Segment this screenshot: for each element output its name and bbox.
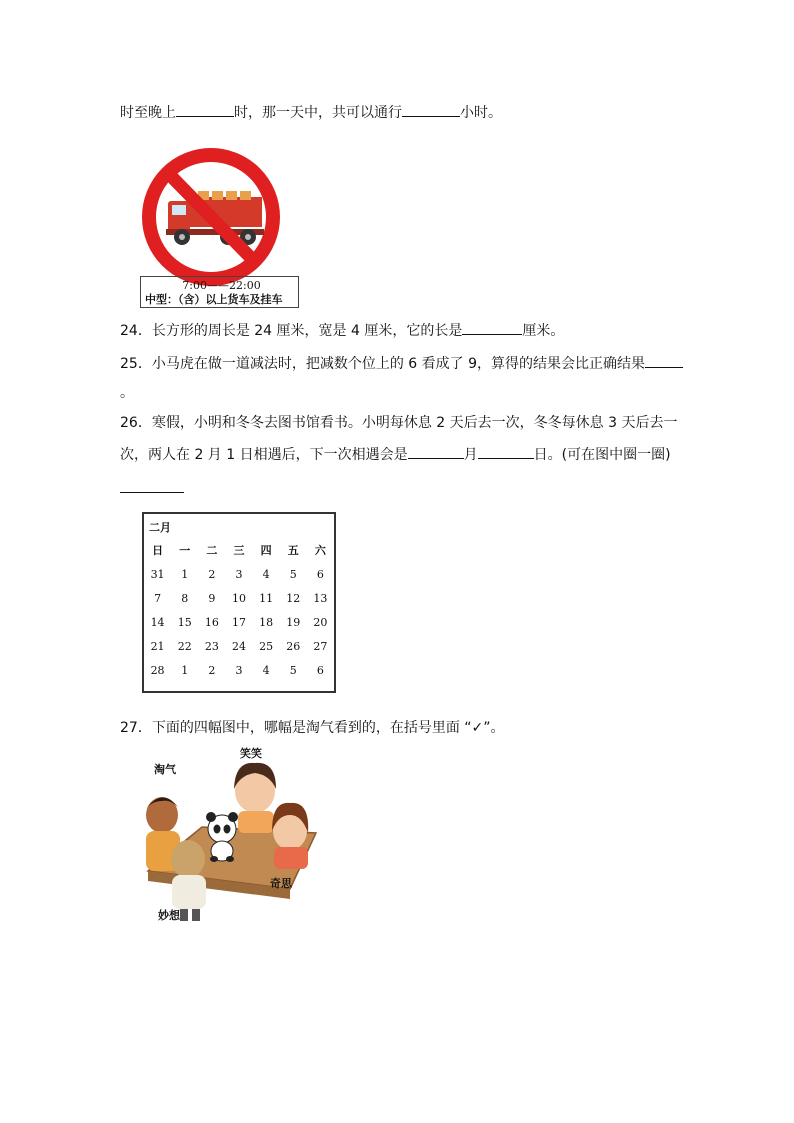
q26-blank-day[interactable] bbox=[478, 457, 534, 459]
q25-text-1: 小马虎在做一道减法时，把减数个位上的 6 看成了 9，算得的结果会比正确结果 bbox=[151, 356, 645, 372]
calendar-day[interactable]: 19 bbox=[286, 615, 301, 629]
calendar-day[interactable]: 25 bbox=[259, 639, 274, 653]
q26-text-1: 寒假，小明和冬冬去图书馆看书。小明每休息 2 天后去一次，冬冬每休息 3 天后去一 bbox=[151, 415, 678, 431]
calendar-day[interactable]: 21 bbox=[150, 639, 165, 653]
q26-text-2: 次，两人在 2 月 1 日相遇后，下一次相遇会是 bbox=[120, 447, 408, 463]
qisi-figure bbox=[272, 803, 308, 869]
q26-line-2 bbox=[120, 446, 671, 464]
weekday-header: 三 bbox=[233, 544, 245, 557]
q25-line bbox=[120, 355, 683, 373]
calendar-week-row bbox=[144, 658, 334, 682]
calendar-title: 二月 bbox=[149, 521, 171, 534]
weekday-header: 四 bbox=[260, 544, 272, 557]
q26-line-3 bbox=[120, 480, 184, 498]
q27-text: 下面的四幅图中，哪幅是淘气看到的，在括号里面 “✓”。 bbox=[151, 720, 505, 736]
q24-blank[interactable] bbox=[462, 333, 522, 335]
q23-blank-1[interactable] bbox=[176, 115, 234, 117]
calendar-day[interactable]: 7 bbox=[154, 591, 162, 605]
q25-blank[interactable] bbox=[645, 366, 683, 368]
weekday-header: 五 bbox=[287, 544, 299, 557]
q25-line-2 bbox=[120, 384, 134, 402]
calendar-day[interactable]: 2 bbox=[208, 567, 216, 581]
calendar-day[interactable]: 28 bbox=[150, 663, 165, 677]
calendar-day[interactable]: 3 bbox=[235, 663, 243, 677]
sign-caption bbox=[140, 276, 299, 308]
calendar-day[interactable]: 1 bbox=[181, 567, 189, 581]
q26-number: 26． bbox=[120, 415, 152, 431]
calendar-week-row bbox=[144, 610, 334, 634]
calendar-day[interactable]: 3 bbox=[235, 567, 243, 581]
weekday-header: 二 bbox=[206, 544, 218, 557]
calendar-header-row bbox=[144, 538, 334, 562]
sign-time: 7:00——22:00 bbox=[182, 279, 261, 292]
weekday-header: 日 bbox=[152, 544, 164, 557]
q26-line-1 bbox=[120, 414, 677, 432]
calendar-day[interactable]: 15 bbox=[177, 615, 192, 629]
q23-line bbox=[120, 104, 502, 122]
calendar-day[interactable]: 18 bbox=[259, 615, 274, 629]
calendar-day[interactable]: 17 bbox=[231, 615, 246, 629]
calendar-day[interactable]: 11 bbox=[259, 591, 274, 605]
q26-text-4: 日。(可在图中圈一圈) bbox=[533, 447, 671, 463]
label-miaoxiang: 妙想 bbox=[158, 909, 180, 922]
calendar-week-row bbox=[144, 634, 334, 658]
calendar-day[interactable]: 20 bbox=[313, 615, 328, 629]
calendar-day[interactable]: 9 bbox=[208, 591, 216, 605]
q25-text-2: 。 bbox=[120, 385, 134, 401]
q25-number: 25． bbox=[120, 356, 152, 372]
calendar-day[interactable]: 4 bbox=[262, 567, 270, 581]
label-xiaoxiao: 笑笑 bbox=[240, 747, 262, 760]
calendar-day[interactable]: 6 bbox=[316, 567, 324, 581]
calendar-day[interactable]: 6 bbox=[316, 663, 324, 677]
calendar-day[interactable]: 10 bbox=[231, 591, 246, 605]
label-taoqi: 淘气 bbox=[154, 763, 176, 776]
q23-text-1: 时至晚上 bbox=[120, 105, 176, 121]
q26-blank-extra[interactable] bbox=[120, 491, 184, 493]
q23-text-3: 小时。 bbox=[460, 105, 502, 121]
calendar-day[interactable]: 13 bbox=[313, 591, 328, 605]
calendar-day[interactable]: 16 bbox=[204, 615, 219, 629]
q26-blank-month[interactable] bbox=[408, 457, 464, 459]
label-qisi: 奇思 bbox=[270, 877, 292, 890]
calendar-day[interactable]: 23 bbox=[204, 639, 219, 653]
calendar-day[interactable]: 5 bbox=[289, 663, 297, 677]
calendar-day[interactable]: 4 bbox=[262, 663, 270, 677]
calendar-day[interactable]: 22 bbox=[177, 639, 192, 653]
q26-text-3: 月 bbox=[463, 447, 478, 463]
q27-number: 27． bbox=[120, 720, 152, 736]
q24-text-1: 长方形的周长是 24 厘米，宽是 4 厘米，它的长是 bbox=[151, 323, 463, 339]
table-scene-illustration bbox=[140, 743, 340, 926]
calendar-week-row bbox=[144, 562, 334, 586]
q24-number: 24． bbox=[120, 323, 152, 339]
xiaoxiao-figure bbox=[234, 763, 276, 833]
weekday-header: 一 bbox=[179, 544, 191, 557]
calendar-day[interactable]: 5 bbox=[289, 567, 297, 581]
calendar-day[interactable]: 8 bbox=[181, 591, 189, 605]
calendar-day[interactable]: 26 bbox=[286, 639, 301, 653]
q24-line bbox=[120, 322, 564, 340]
calendar-day[interactable]: 2 bbox=[208, 663, 216, 677]
calendar-day[interactable]: 1 bbox=[181, 663, 189, 677]
q23-blank-2[interactable] bbox=[402, 115, 460, 117]
calendar-day[interactable]: 24 bbox=[231, 639, 246, 653]
sign-rule: 中型：（含）以上货车及挂车 bbox=[145, 293, 283, 306]
weekday-header: 六 bbox=[314, 544, 326, 557]
calendar-week-row bbox=[144, 586, 334, 610]
calendar-day[interactable]: 27 bbox=[313, 639, 328, 653]
calendar-day[interactable]: 12 bbox=[286, 591, 301, 605]
q24-text-2: 厘米。 bbox=[522, 323, 565, 339]
q23-text-2: 时，那一天中，共可以通行 bbox=[234, 105, 402, 121]
q27-line bbox=[120, 719, 505, 737]
february-calendar bbox=[142, 512, 336, 693]
calendar-day[interactable]: 14 bbox=[150, 615, 165, 629]
calendar-grid bbox=[144, 538, 334, 682]
calendar-day[interactable]: 31 bbox=[150, 567, 165, 581]
